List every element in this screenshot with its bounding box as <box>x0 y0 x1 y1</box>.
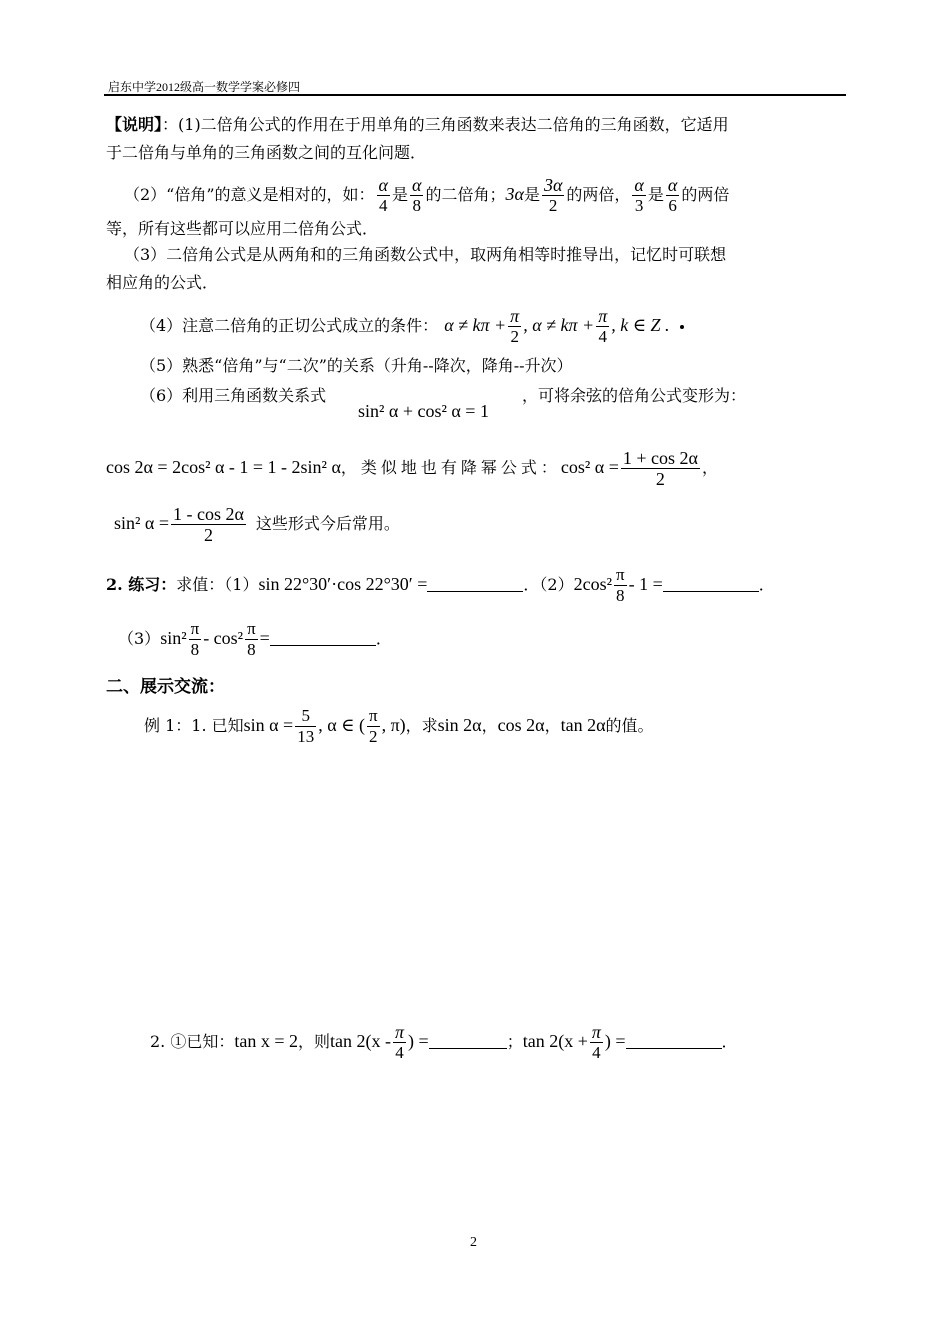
fraction-5-13: $\frac{5}{13}$ <box>297 706 315 746</box>
example-2-label: 2. ①已知： <box>150 1032 235 1051</box>
formula-cos-sq-lhs: cos² α = <box>560 457 619 477</box>
example-2-expr-1: tan 2(x - <box>330 1031 392 1051</box>
note-1-text-a: ：(1)二倍角公式的作用在于用单角的三角函数来表达二倍角的三角函数，它适用 <box>162 115 729 134</box>
practice-q3-sin: sin² <box>160 628 187 648</box>
note-1-line-b: 于二倍角与单角的三角函数之间的互化问题． <box>106 143 427 162</box>
text-twice: 的两倍 <box>681 185 730 204</box>
fraction-cos-sq: $\frac{1 + \cos 2\alpha}{2}$ <box>622 448 698 489</box>
fraction-pi-8: $\frac{\pi}{8}$ <box>190 619 200 659</box>
practice-q3-cos: - cos² <box>203 628 244 648</box>
fraction-pi-8: $\frac{\pi}{8}$ <box>615 565 625 605</box>
practice-q3-eq: = <box>259 628 270 648</box>
fraction-alpha-8: $\frac{\alpha}{8}$ <box>412 175 422 215</box>
example-2-expr-2: tan 2(x + <box>522 1031 588 1051</box>
fraction-pi-2: $\frac{\pi}{2}$ <box>368 706 378 746</box>
math-cond-1: α ≠ kπ + <box>444 315 507 335</box>
example-1-tan2a: tan 2α <box>560 715 606 735</box>
page-number: 2 <box>470 1235 477 1250</box>
practice-q2-lhs: 2cos² <box>573 574 612 594</box>
math-3alpha: 3α <box>505 184 524 204</box>
fraction-sin-sq: $\frac{1 - \cos 2\alpha}{2}$ <box>172 504 244 545</box>
example-2-line: 2. ①已知：tan x = 2，则tan 2(x - $\frac{\pi}{4}$ ) = ；tan 2(x + $\frac{\pi}{4}$ ) = ． <box>150 1022 738 1062</box>
practice-q3-label: （3） <box>118 629 161 648</box>
formula-1-tail: ，类似地也有降幂公式： <box>340 458 561 477</box>
header-rule <box>104 94 846 96</box>
formula-2-tail: 这些形式今后常用。 <box>255 514 400 533</box>
practice-line-2: （3）sin² $\frac{\pi}{8}$ - cos² $\frac{\pi}{8}$ = ． <box>118 619 392 659</box>
math-cond-3: , k ∈ Z . <box>611 315 670 335</box>
practice-line-1: 2. 练习：求值：（1）sin 22°30′·cos 22°30′ = ．（2）2cos² $\frac{\pi}{8}$ - 1 = ． <box>106 565 775 605</box>
note-2-line-b: 等，所有这些都可以应用二倍角公式． <box>106 219 379 238</box>
formula-sin-sq-lhs: sin² α = <box>114 513 169 533</box>
note-6-tail: ，可将余弦的倍角公式变形为： <box>522 386 747 405</box>
example-1-cos2a: cos 2α <box>497 715 545 735</box>
formula-cos2a: cos 2α = 2cos² α - 1 = 1 - 2sin² α <box>106 457 341 477</box>
notes-label: 【说明】 <box>106 115 163 134</box>
text-is: 是 <box>647 185 664 204</box>
formula-line-1: cos 2α = 2cos² α - 1 = 1 - 2sin² α，类似地也有降幂公式：cos² α = $\frac{1 + \cos 2\alpha}{2}$ ， <box>106 448 718 489</box>
note-3-line-b: 相应角的公式． <box>106 273 219 292</box>
note-2-text: （2）“倍角”的意义是相对的，如： <box>124 185 375 204</box>
answer-blank-2[interactable] <box>663 577 759 592</box>
text-is: 是 <box>392 185 409 204</box>
fraction-alpha-3: $\frac{\alpha}{3}$ <box>634 175 644 215</box>
math-cond-2: , α ≠ kπ + <box>523 315 595 335</box>
example-1-ask: ，求 <box>405 716 438 735</box>
practice-q2-label: （2） <box>539 575 574 594</box>
example-2-expr-2-end: ) = <box>604 1031 626 1051</box>
answer-blank-1[interactable] <box>427 577 523 592</box>
fraction-pi-2: $\frac{\pi}{2}$ <box>510 306 520 346</box>
text-is: 是 <box>523 185 540 204</box>
fraction-pi-4: $\frac{\pi}{4}$ <box>395 1022 405 1062</box>
fraction-pi-4: $\frac{\pi}{4}$ <box>598 306 608 346</box>
header-title: 启东中学2012级高一数学学案必修四 <box>108 80 301 94</box>
example-2-expr-1-end: ) = <box>408 1031 429 1051</box>
note-6-text: （6）利用三角函数关系式 <box>140 386 327 405</box>
note-1-line-a <box>106 114 729 136</box>
fraction-alpha-4: $\frac{\alpha}{4}$ <box>378 175 388 215</box>
note-5-line: （5）熟悉“倍角”与“二次”的关系（升角--降次，降角--升次） <box>140 356 573 375</box>
practice-intro: 求值：（1） <box>176 575 259 594</box>
example-2-given: tan x = 2 <box>234 1031 299 1051</box>
example-2-then: ，则 <box>298 1032 331 1051</box>
answer-blank-4[interactable] <box>429 1034 507 1049</box>
bullet-dot <box>680 325 684 329</box>
note-4-text: （4）注意二倍角的正切公式成立的条件： <box>140 316 439 335</box>
fraction-alpha-6: $\frac{\alpha}{6}$ <box>667 175 678 215</box>
practice-q2-rhs: - 1 = <box>628 574 663 594</box>
note-4-line <box>140 303 684 348</box>
note-6-identity: sin² α + cos² α = 1 <box>358 401 489 421</box>
example-1-cond-end: , π) <box>381 715 406 735</box>
text-twice: 的两倍， <box>566 185 631 204</box>
practice-q1: sin 22°30′·cos 22°30′ = <box>258 574 428 594</box>
answer-blank-3[interactable] <box>270 631 376 646</box>
example-1-label: 例 1：1. 已知 <box>144 716 244 735</box>
fraction-pi-8: $\frac{\pi}{8}$ <box>247 619 256 659</box>
answer-blank-5[interactable] <box>626 1034 722 1049</box>
section-title: 二、展示交流： <box>106 677 225 697</box>
example-1-tail: 的值。 <box>605 716 654 735</box>
fraction-3alpha-2: $\frac{3\alpha}{2}$ <box>543 175 563 215</box>
example-1-line: 例 1：1. 已知sin α = $\frac{5}{13}$ , α ∈ ( $\frac{\pi}{2}$ , π)，求sin 2α，cos 2α，tan 2α的值。 <box>144 706 654 746</box>
formula-line-2 <box>114 500 400 547</box>
practice-label: 2. 练习： <box>106 575 177 594</box>
fraction-pi-4: $\frac{\pi}{4}$ <box>591 1022 601 1062</box>
example-1-sin: sin α = <box>243 715 294 735</box>
example-1-cond: , α ∈ ( <box>318 715 365 735</box>
note-3-line-a: （3）二倍角公式是从两角和的三角函数公式中，取两角相等时推导出，记忆时可联想 <box>124 245 727 264</box>
example-1-sin2a: sin 2α <box>437 715 482 735</box>
text-double-angle: 的二倍角； <box>425 185 506 204</box>
note-2-line-a <box>124 170 729 219</box>
